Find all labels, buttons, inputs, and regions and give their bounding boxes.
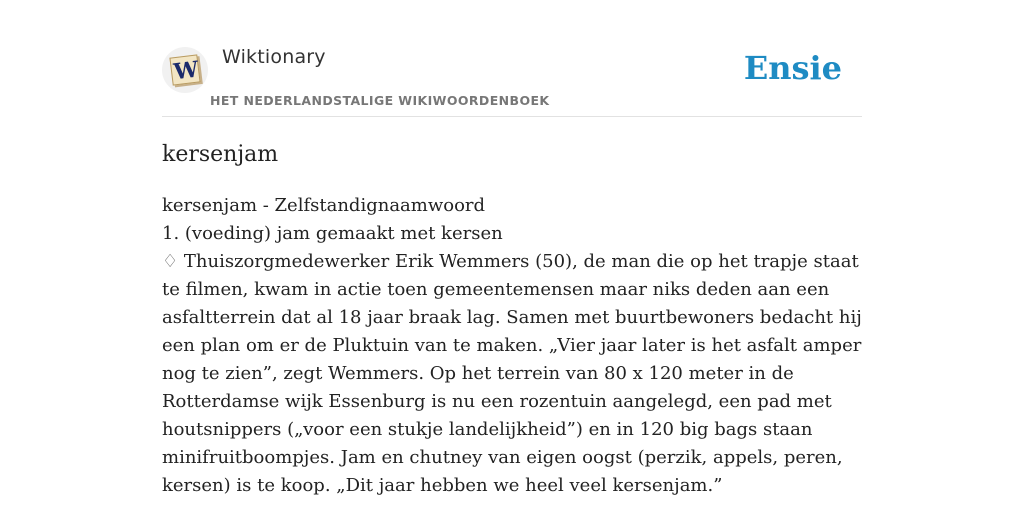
site-header [162,40,862,117]
logo-letter: W [172,56,200,86]
entry-definition: 1. (voeding) jam gemaakt met kersen [162,223,503,244]
example-diamond-icon: ♢ [162,251,179,272]
example-text: Thuiszorgmedewerker Erik Wemmers (50), de man die op het trapje staat te filmen, kwam in actie toen gemeentemensen maar niks deden aan een asfaltterrein dat al 18 jaar braak lag. Samen met buurtbewoners bedacht hij een plan om er de Pluktuin van te maken. „Vier jaar later is het asfalt amper nog te zien”, zegt Wemmers. Op het terrein van 80 x 120 meter in de Rotterdamse wijk Essenburg is nu een rozentuin aangelegd, een pad met houtsnippers („voor een stukje landelijkheid”) en in 120 big bags staan minifruitboompjes. Jam en chutney van eigen oogst (perzik, appels, peren, kersen) is te koop. „Dit jaar hebben we heel veel kersenjam.” [162,251,862,496]
ensie-brand-link[interactable]: Ensie [743,49,842,87]
page-title: kersenjam [162,142,279,167]
entry-example [162,248,874,500]
site-tagline: HET NEDERLANDSTALIGE WIKIWOORDENBOEK [210,93,550,108]
entry-heading: kersenjam - Zelfstandignaamwoord [162,195,486,216]
wiktionary-logo[interactable] [162,47,208,93]
site-name[interactable]: Wiktionary [222,46,326,68]
entry-body [162,192,874,500]
wiktionary-tile-icon [169,54,200,85]
entry-content [162,138,874,500]
